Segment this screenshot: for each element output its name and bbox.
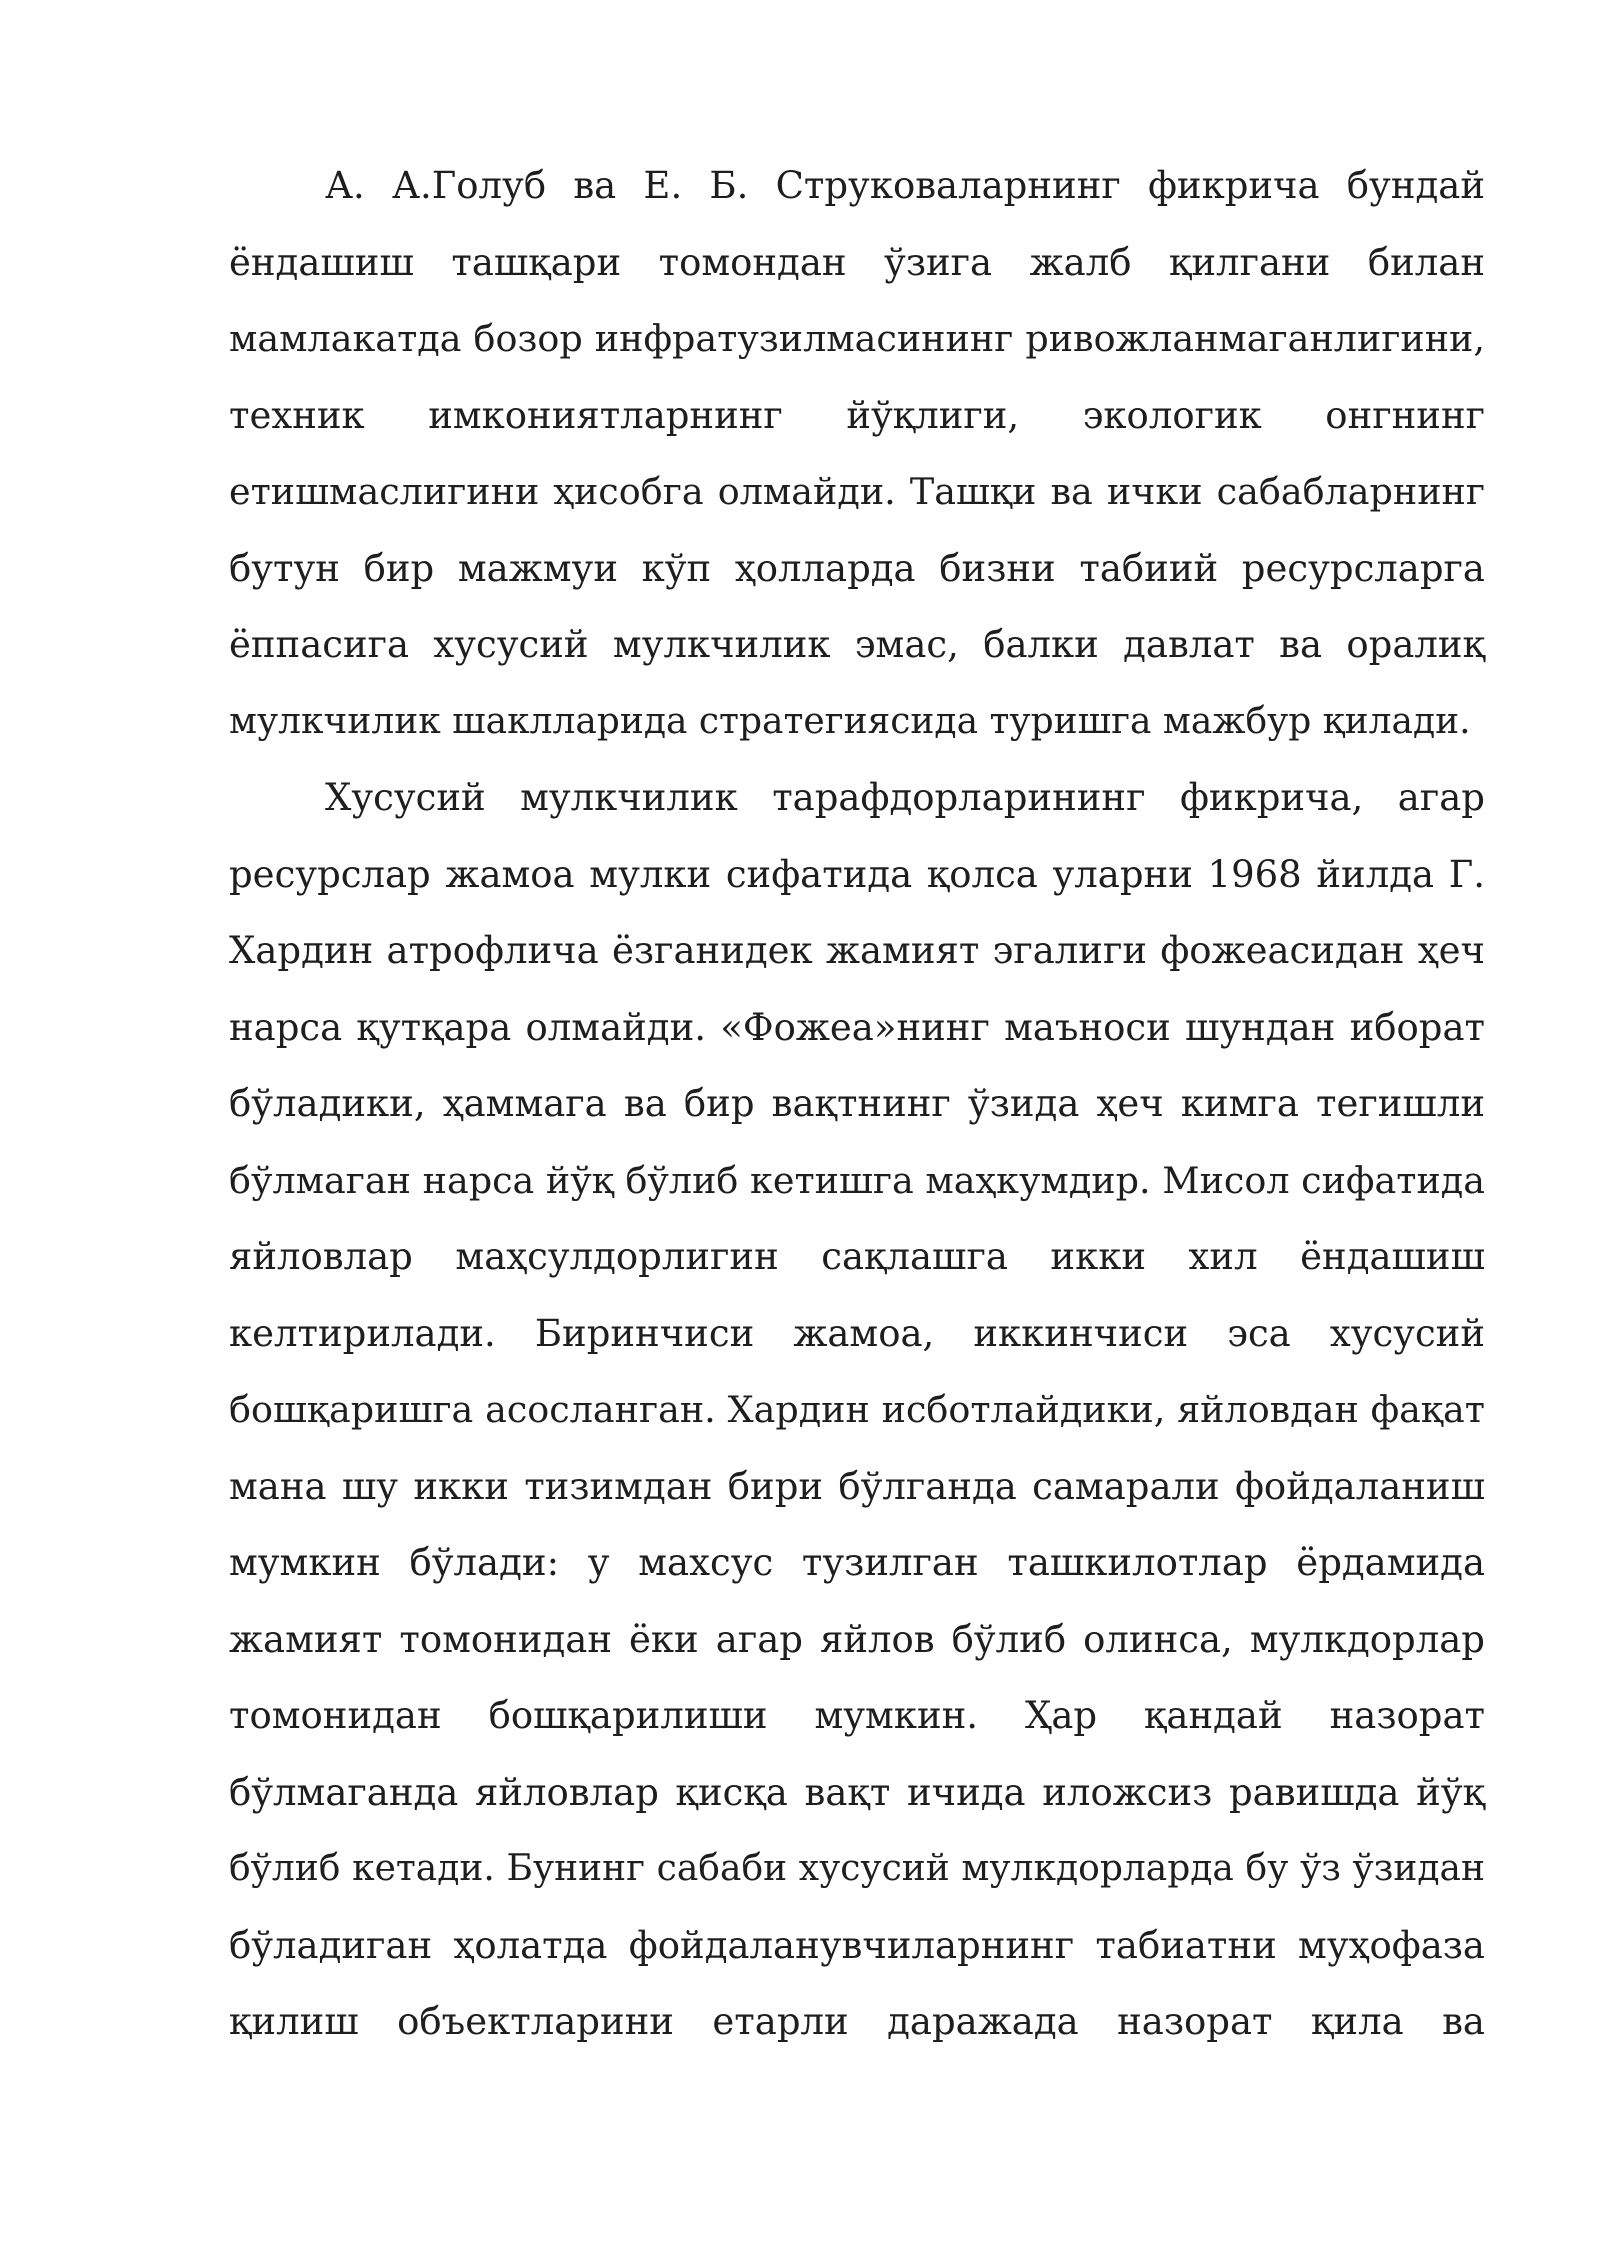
text-line: Хусусий мулкчилик тарафдорларининг фикрича, агар [325,776,1485,819]
text-line: етишмаслигини ҳисобга олмайди. Ташқи ва ички сабабларнинг [229,470,1485,513]
paragraph-2 [229,760,1485,2061]
text-line: ёппасига хусусий мулкчилик эмас, балки давлат ва оралиқ [229,623,1485,666]
paragraph-1 [229,148,1485,760]
text-line: бўладики, ҳаммага ва бир вақтнинг ўзида ҳеч кимга тегишли [229,1082,1485,1125]
text-line: бўладиган ҳолатда фойдаланувчиларнинг табиатни муҳофаза [229,1923,1485,1967]
text-line: бутун бир мажмуи кўп ҳолларда бизни табиий ресурсларга [229,546,1485,590]
text-line: жамият томонидан ёки агар яйлов бўлиб олинса, мулкдорлар [229,1617,1485,1661]
text-line: бўлмаганда яйловлар қисқа вақт ичида иложсиз равишда йўқ [229,1770,1485,1814]
text-line: мумкин бўлади: у махсус тузилган ташкилотлар ёрдамида [229,1541,1485,1584]
text-line: ёндашиш ташқари томондан ўзига жалб қилгани билан [229,240,1485,284]
text-line: нарса қутқара олмайди. «Фожеа»нинг маъноси шундан иборат [229,1005,1485,1049]
text-line: мамлакатда бозор инфратузилмасининг ривожланмаганлигини, [229,317,1485,360]
text-line: бўлмаган нарса йўқ бўлиб кетишга маҳкумдир. Мисол сифатида [229,1158,1485,1202]
text-line: Хардин атрофлича ёзганидек жамият эгалиги фожеасидан ҳеч [229,929,1485,972]
text-line: томонидан бошқарилиши мумкин. Ҳар қандай назорат [229,1694,1485,1737]
text-line: бўлиб кетади. Бунинг сабаби хусусий мулкдорларда бу ўз ўзидан [229,1848,1485,1889]
text-line: яйловлар маҳсулдорлигин сақлашга икки хил ёндашиш [229,1235,1485,1278]
text-line: техник имкониятларнинг йўқлиги, экологик онгнинг [229,393,1485,437]
text-line: келтирилади. Биринчиси жамоа, иккинчиси эса хусусий [229,1311,1485,1355]
text-line: А. А.Голуб ва Е. Б. Струковаларнинг фикрича бундай [325,164,1485,207]
body-text [229,148,1485,2061]
text-line: бошқаришга асосланган. Хардин исботлайдики, яйловдан фақат [229,1388,1485,1431]
text-line: мулкчилик шаклларида стратегиясида туришга мажбур қилади. [229,700,1471,742]
text-line: мана шу икки тизимдан бири бўлганда самарали фойдаланиш [229,1464,1485,1508]
text-line: ресурслар жамоа мулки сифатида қолса уларни 1968 йилда Г. [229,852,1485,896]
text-line: қилиш объектларини етарли даражада назорат қила ва [229,2000,1485,2043]
